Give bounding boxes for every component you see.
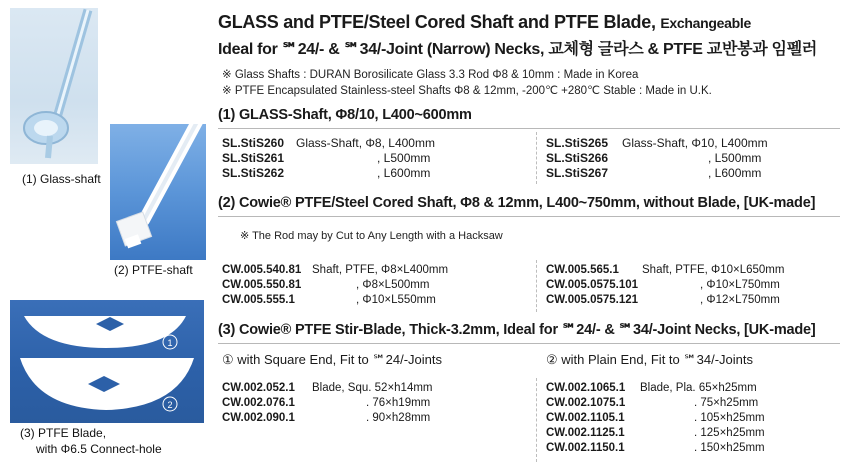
section3-left-subtitle: ① with Square End, Fit to ℠24/-Joints [222, 352, 443, 367]
product-code: CW.002.076.1 [222, 397, 295, 409]
product-code: SL.StiS267 [546, 166, 609, 180]
product-code: CW.005.0575.121 [546, 294, 639, 306]
product-code: SL.StiS265 [546, 136, 609, 150]
note-glass: ※ Glass Shafts : DURAN Borosilicate Glass 3.3 Rod Φ8 & 10mm : Made in Korea [222, 69, 639, 81]
product-desc: . 150×h25mm [694, 442, 765, 454]
blade-mark-1: 1 [167, 338, 173, 348]
product-code: CW.002.1065.1 [546, 382, 626, 394]
ptfe-shaft-illustration [110, 124, 206, 260]
product-desc: Shaft, PTFE, Φ8×L400mm [312, 264, 449, 276]
product-desc: . 90×h28mm [366, 412, 431, 424]
page-title-suffix: Exchangeable [660, 15, 751, 31]
section1-right-row [546, 136, 768, 150]
section3-left-row [222, 412, 430, 424]
product-desc: , L500mm [377, 151, 431, 165]
page-title [218, 12, 751, 33]
product-code: SL.StiS261 [222, 151, 285, 165]
product-desc: , L600mm [377, 166, 431, 180]
section2-right-row [546, 294, 780, 306]
blade-mark-2: 2 [167, 400, 173, 410]
product-desc: , Φ12×L750mm [700, 294, 780, 306]
section2-left-row [222, 294, 436, 306]
product-code: CW.002.1150.1 [546, 442, 625, 454]
product-desc: , Φ10×L550mm [356, 294, 436, 306]
section3-right-row [546, 427, 765, 439]
section2-column-divider [536, 260, 537, 312]
section1-divider [218, 128, 840, 129]
product-desc: Glass-Shaft, Φ10, L400mm [622, 136, 768, 150]
section3-left-row [222, 397, 430, 409]
ptfe-blade-caption-line1: (3) PTFE Blade, [20, 426, 107, 440]
page-title-main: GLASS and PTFE/Steel Cored Shaft and PTFE Blade, [218, 12, 656, 32]
ptfe-blade-caption-line2: with Φ6.5 Connect-hole [36, 442, 162, 456]
section1-right-row [546, 166, 761, 180]
product-desc: , Φ10×L750mm [700, 279, 780, 291]
product-desc: . 125×h25mm [694, 427, 765, 439]
section1-left-row [222, 136, 435, 150]
section1-right-row [546, 151, 761, 165]
section3-right-row [546, 382, 757, 394]
section3-title: (3) Cowie® PTFE Stir-Blade, Thick-3.2mm, Ideal for ℠24/- & ℠34/-Joint Necks, [UK-made] [218, 322, 816, 338]
product-code: SL.StiS262 [222, 166, 285, 180]
section3-column-divider [536, 378, 537, 462]
product-code: CW.002.1075.1 [546, 397, 626, 409]
product-code: CW.002.1105.1 [546, 412, 625, 424]
page-subtitle: Ideal for ℠24/- & ℠34/-Joint (Narrow) Necks, 교체형 글라스 & PTFE 교반봉과 임펠러 [218, 41, 818, 58]
product-code: CW.005.555.1 [222, 294, 295, 306]
product-desc: Glass-Shaft, Φ8, L400mm [296, 136, 435, 150]
ptfe-shaft-photo [110, 124, 206, 260]
section3-right-subtitle: ② with Plain End, Fit to ℠34/-Joints [546, 352, 753, 367]
product-code: SL.StiS260 [222, 136, 285, 150]
note-ptfe: ※ PTFE Encapsulated Stainless-steel Shafts Φ8 & 12mm, -200℃ +280℃ Stable : Made in U.K. [222, 85, 712, 97]
product-code: CW.002.052.1 [222, 382, 295, 394]
product-desc: , L600mm [708, 166, 762, 180]
product-code: CW.002.1125.1 [546, 427, 625, 439]
product-desc: Blade, Pla. 65×h25mm [640, 382, 757, 394]
glass-shaft-illustration [10, 8, 98, 164]
product-code: CW.005.540.81 [222, 264, 302, 276]
section2-right-row [546, 264, 784, 276]
product-code: CW.005.0575.101 [546, 279, 639, 291]
product-code: CW.005.550.81 [222, 279, 302, 291]
section2-left-row [222, 264, 448, 276]
section1-left-row [222, 166, 430, 180]
product-code: CW.002.090.1 [222, 412, 295, 424]
product-desc: Blade, Squ. 52×h14mm [312, 382, 433, 394]
section3-right-row [546, 397, 758, 409]
section3-right-row [546, 442, 765, 454]
section3-left-row [222, 382, 433, 394]
ptfe-blade-illustration [10, 300, 204, 423]
product-code: SL.StiS266 [546, 151, 609, 165]
section3-right-row [546, 412, 765, 424]
section3-divider [218, 343, 840, 344]
glass-shaft-photo [10, 8, 98, 164]
glass-shaft-caption: (1) Glass-shaft [22, 172, 101, 186]
ptfe-blade-photo [10, 300, 204, 423]
section2-left-row [222, 279, 429, 291]
section2-divider [218, 216, 840, 217]
section1-column-divider [536, 132, 537, 184]
section2-note: ※ The Rod may by Cut to Any Length with a Hacksaw [240, 230, 503, 242]
section1-left-row [222, 151, 430, 165]
product-code: CW.005.565.1 [546, 264, 619, 276]
product-desc: . 105×h25mm [694, 412, 765, 424]
product-desc: . 76×h19mm [366, 397, 431, 409]
product-desc: , L500mm [708, 151, 762, 165]
product-desc: . 75×h25mm [694, 397, 759, 409]
ptfe-shaft-caption: (2) PTFE-shaft [114, 263, 193, 277]
section2-right-row [546, 279, 780, 291]
product-desc: Shaft, PTFE, Φ10×L650mm [642, 264, 785, 276]
product-desc: , Φ8×L500mm [356, 279, 430, 291]
section1-title: (1) GLASS-Shaft, Φ8/10, L400~600mm [218, 107, 472, 123]
section2-title: (2) Cowie® PTFE/Steel Cored Shaft, Φ8 & 12mm, L400~750mm, without Blade, [UK-made] [218, 195, 816, 211]
